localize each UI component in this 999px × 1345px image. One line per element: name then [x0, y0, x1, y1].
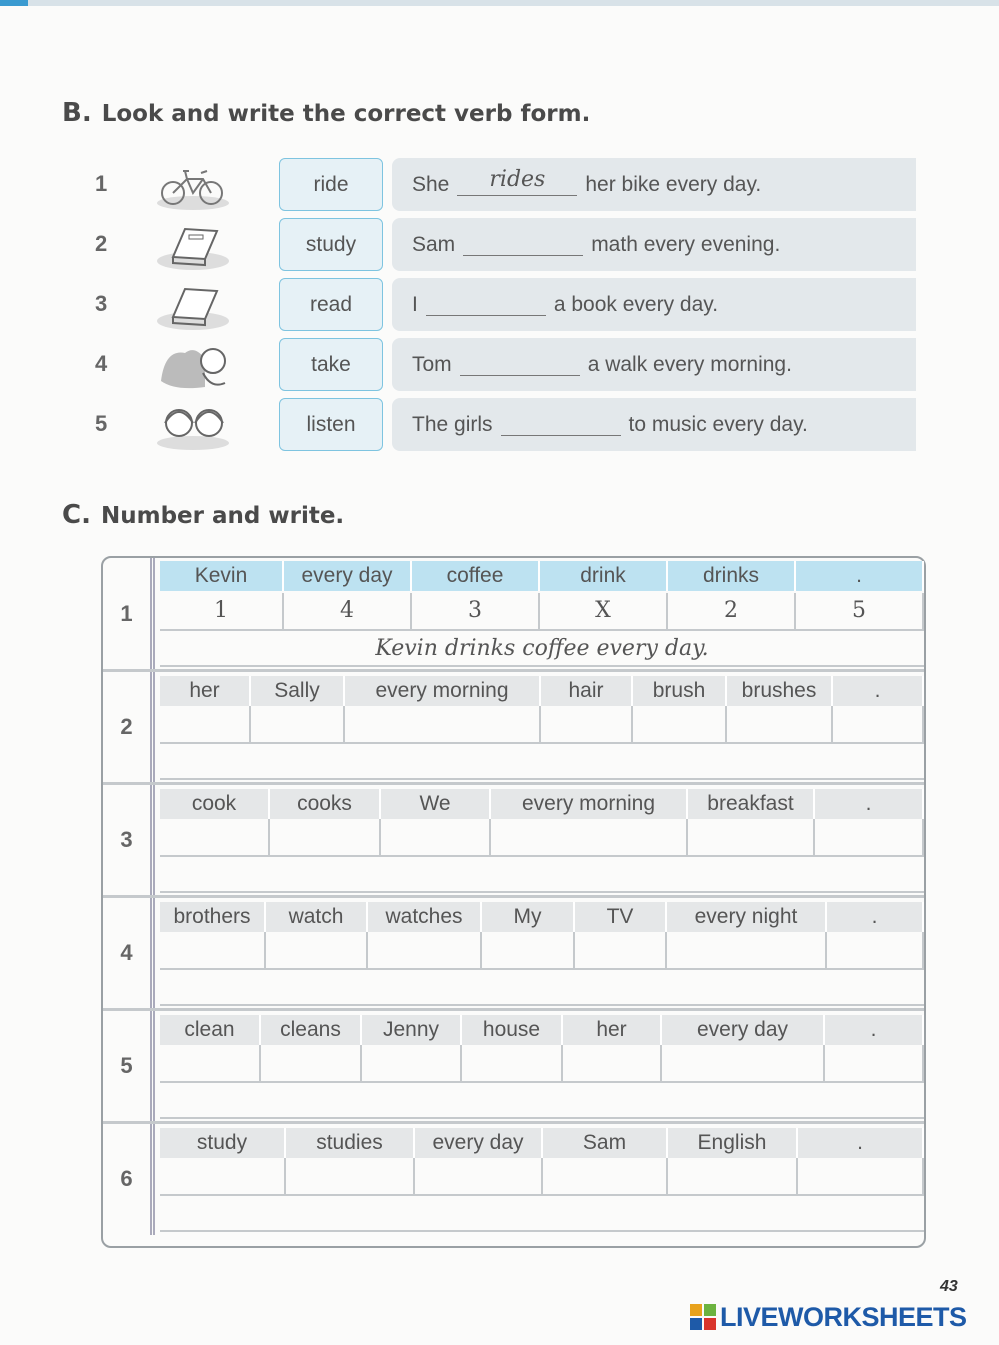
word-tile: drink: [540, 561, 668, 591]
word-tile: her: [160, 676, 251, 706]
word-tile: cook: [160, 789, 270, 819]
number-input[interactable]: [541, 706, 633, 742]
verb-exercise-row: [0, 337, 999, 393]
answer-text: rides: [489, 167, 546, 192]
word-tile: We: [381, 789, 491, 819]
group-number: 4: [103, 897, 155, 1009]
word-tile: studies: [286, 1128, 415, 1158]
number-input[interactable]: [491, 819, 688, 855]
verb-box: take: [279, 338, 383, 391]
number-input[interactable]: [798, 1158, 924, 1194]
word-row: [160, 789, 924, 819]
book-icon: [155, 279, 233, 331]
sentence-answer-input[interactable]: [160, 857, 924, 893]
word-tile: Sam: [543, 1128, 668, 1158]
word-tile: house: [462, 1015, 563, 1045]
liveworksheets-logo: LIVEWORKSHEETS: [690, 1302, 967, 1333]
word-tile: every night: [667, 902, 827, 932]
number-input[interactable]: [160, 932, 266, 968]
sentence-start: I: [412, 292, 418, 316]
verb-box: read: [279, 278, 383, 331]
sentence-end: math every evening.: [591, 232, 781, 256]
number-input[interactable]: [286, 1158, 415, 1194]
number-input[interactable]: [563, 1045, 662, 1081]
sentence: [392, 338, 916, 391]
number-input[interactable]: [266, 932, 368, 968]
item-number: 3: [95, 291, 108, 316]
word-tile: brushes: [727, 676, 833, 706]
verb-box: listen: [279, 398, 383, 451]
page-number: 43: [940, 1278, 958, 1295]
word-tile: drinks: [668, 561, 796, 591]
answer-blank[interactable]: [501, 413, 621, 436]
word-tile: Sally: [251, 676, 345, 706]
item-number: 2: [95, 231, 108, 256]
group-divider: [103, 669, 924, 672]
word-tile: clean: [160, 1015, 261, 1045]
word-row: [160, 1015, 924, 1045]
sentence-answer-input[interactable]: Kevin drinks coffee every day.: [160, 631, 924, 667]
number-input[interactable]: [368, 932, 482, 968]
word-tile: .: [815, 789, 924, 819]
number-input[interactable]: [482, 932, 575, 968]
number-row: [160, 819, 924, 857]
word-tile: .: [827, 902, 924, 932]
verb-exercise-row: [0, 397, 999, 453]
group-divider: [103, 1008, 924, 1011]
word-tile: every day: [415, 1128, 543, 1158]
group-number: 1: [103, 558, 155, 670]
word-tile: My: [482, 902, 575, 932]
number-input[interactable]: X: [540, 593, 668, 629]
number-row: [160, 593, 924, 631]
word-row: [160, 902, 924, 932]
sentence-start: Tom: [412, 352, 452, 376]
word-tile: watch: [266, 902, 368, 932]
sentence-group: [103, 1010, 924, 1122]
word-tile: Jenny: [362, 1015, 462, 1045]
sentence-group: [103, 558, 924, 670]
sentence-end: a book every day.: [553, 292, 719, 316]
word-tile: hair: [541, 676, 633, 706]
number-input[interactable]: 4: [284, 593, 412, 629]
verb-exercise-row: [0, 217, 999, 273]
sentence-answer-input[interactable]: [160, 1196, 924, 1232]
number-input[interactable]: [633, 706, 727, 742]
group-number: 2: [103, 671, 155, 783]
number-input[interactable]: [261, 1045, 362, 1081]
walking-boy-icon: [155, 339, 233, 391]
section-b-heading: B. Look and write the correct verb form.: [62, 98, 591, 128]
word-tile: study: [160, 1128, 286, 1158]
answer-blank[interactable]: [457, 167, 577, 196]
word-tile: .: [833, 676, 924, 706]
number-input[interactable]: [815, 819, 924, 855]
number-input[interactable]: [667, 932, 827, 968]
girls-headphones-icon: [155, 399, 233, 451]
number-input[interactable]: [362, 1045, 462, 1081]
word-row: [160, 1128, 924, 1158]
number-input[interactable]: [160, 1045, 261, 1081]
sentence: [392, 278, 916, 331]
number-row: [160, 706, 924, 744]
word-tile: every day: [662, 1015, 825, 1045]
group-number: 5: [103, 1010, 155, 1122]
item-number: 5: [95, 411, 108, 436]
section-c-heading: C. Number and write.: [62, 500, 345, 530]
group-number: 6: [103, 1123, 155, 1235]
group-divider: [103, 782, 924, 785]
sentence-end: to music every day.: [628, 412, 808, 436]
sentence-answer-input[interactable]: [160, 970, 924, 1006]
sentence-group: [103, 784, 924, 896]
number-input[interactable]: 2: [668, 593, 796, 629]
word-tile: .: [798, 1128, 924, 1158]
group-divider: [103, 1121, 924, 1124]
word-tile: breakfast: [688, 789, 815, 819]
word-tile: every morning: [345, 676, 541, 706]
number-input[interactable]: [270, 819, 381, 855]
sentence-group: [103, 1123, 924, 1235]
word-row: [160, 561, 924, 591]
number-input[interactable]: [462, 1045, 563, 1081]
number-input[interactable]: [727, 706, 833, 742]
word-row: [160, 676, 924, 706]
number-input[interactable]: [688, 819, 815, 855]
word-tile: her: [563, 1015, 662, 1045]
item-number: 1: [95, 171, 108, 196]
number-input[interactable]: 3: [412, 593, 540, 629]
item-number: 4: [95, 351, 108, 376]
number-input[interactable]: [668, 1158, 798, 1194]
sentence-answer-input[interactable]: [160, 744, 924, 780]
sentence: [392, 218, 916, 271]
number-input[interactable]: 1: [160, 593, 284, 629]
sentence-group: [103, 671, 924, 783]
sentence-start: She: [412, 172, 450, 196]
number-input[interactable]: [160, 1158, 286, 1194]
number-input[interactable]: [345, 706, 541, 742]
sentence-answer-input[interactable]: [160, 1083, 924, 1119]
word-tile: every day: [284, 561, 412, 591]
group-number: 3: [103, 784, 155, 896]
group-divider: [103, 895, 924, 898]
answer-blank[interactable]: [463, 233, 583, 256]
word-tile: every morning: [491, 789, 688, 819]
number-input[interactable]: [827, 932, 924, 968]
number-input[interactable]: 5: [796, 593, 924, 629]
sentence-start: The girls: [412, 412, 493, 436]
number-input[interactable]: [575, 932, 667, 968]
word-tile: .: [796, 561, 924, 591]
number-row: [160, 932, 924, 970]
sentence-start: Sam: [412, 232, 456, 256]
top-edge-bar: [0, 0, 999, 6]
word-tile: .: [825, 1015, 924, 1045]
verb-box: study: [279, 218, 383, 271]
verb-box: ride: [279, 158, 383, 211]
number-row: [160, 1045, 924, 1083]
number-row: [160, 1158, 924, 1196]
number-input[interactable]: [415, 1158, 543, 1194]
verb-exercise-row: [0, 157, 999, 213]
word-tile: watches: [368, 902, 482, 932]
sentence-end: her bike every day.: [585, 172, 762, 196]
liveworksheets-logo-icon: [690, 1304, 716, 1330]
number-input[interactable]: [825, 1045, 924, 1081]
number-input[interactable]: [251, 706, 345, 742]
word-tile: coffee: [412, 561, 540, 591]
word-tile: cleans: [261, 1015, 362, 1045]
number-input[interactable]: [160, 706, 251, 742]
number-input[interactable]: [160, 819, 270, 855]
word-tile: brothers: [160, 902, 266, 932]
word-tile: English: [668, 1128, 798, 1158]
number-input[interactable]: [543, 1158, 668, 1194]
answer-blank[interactable]: [426, 293, 546, 316]
word-tile: Kevin: [160, 561, 284, 591]
word-tile: brush: [633, 676, 727, 706]
answer-blank[interactable]: [460, 353, 580, 376]
word-tile: TV: [575, 902, 667, 932]
number-input[interactable]: [833, 706, 924, 742]
number-input[interactable]: [381, 819, 491, 855]
sentence: [392, 398, 916, 451]
sentence: [392, 158, 916, 211]
sentence-end: a walk every morning.: [587, 352, 792, 376]
number-and-write-table: [101, 556, 926, 1248]
word-tile: cooks: [270, 789, 381, 819]
sentence-group: [103, 897, 924, 1009]
math-book-icon: [155, 219, 233, 271]
number-input[interactable]: [662, 1045, 825, 1081]
verb-exercise-row: [0, 277, 999, 333]
bicycle-icon: [155, 159, 233, 211]
